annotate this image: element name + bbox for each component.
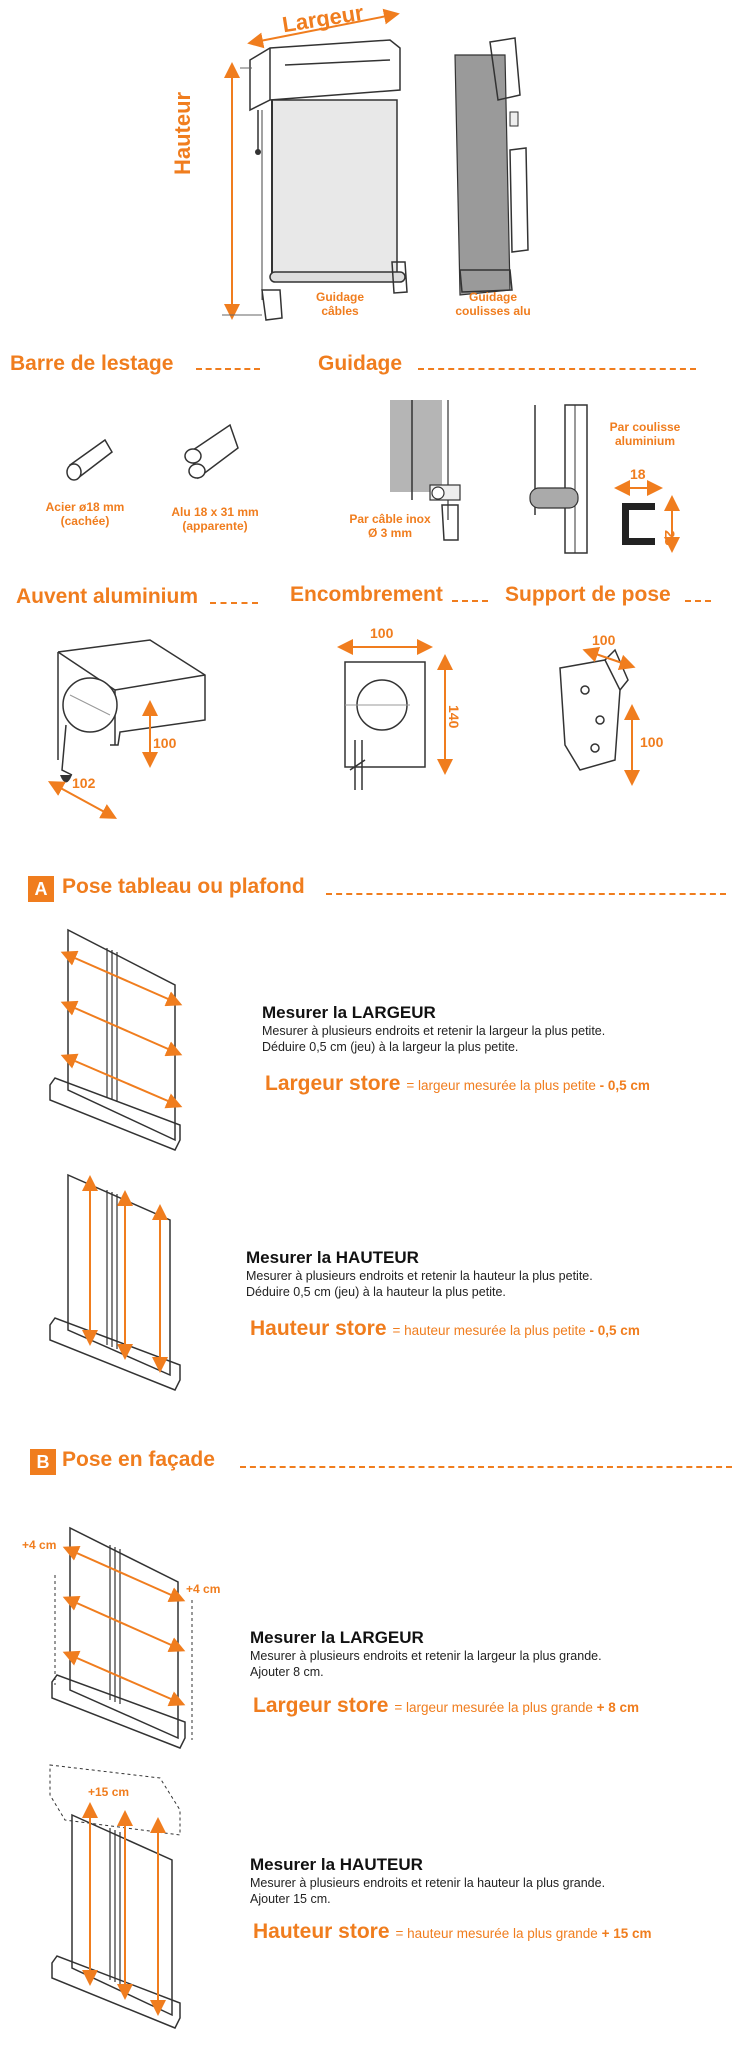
hauteur-label: Hauteur bbox=[170, 91, 195, 175]
a-hauteur-formula: Hauteur store = hauteur mesurée la plus petite - 0,5 cm bbox=[250, 1317, 640, 1340]
support-drawing bbox=[560, 650, 632, 778]
support-height-dim: 100 bbox=[640, 734, 664, 750]
b-hauteur-text: Mesurer à plusieurs endroits et retenir la hauteur la plus grande. Ajouter 15 cm. bbox=[250, 1876, 606, 1906]
plus4-left-label: +4 cm bbox=[22, 1538, 57, 1552]
b-hauteur-title: Mesurer la HAUTEUR bbox=[250, 1855, 423, 1874]
largeur-label: Largeur bbox=[280, 0, 366, 38]
section-encombrement: Encombrement bbox=[290, 583, 443, 606]
badge-a: A bbox=[28, 876, 54, 902]
rail-width-dim: 18 bbox=[630, 466, 646, 482]
a-largeur-formula: Largeur store = largeur mesurée la plus petite - 0,5 cm bbox=[265, 1072, 650, 1095]
encombrement-width-dim: 100 bbox=[370, 625, 394, 641]
guidage-coulisses-label: Guidage coulisses alu bbox=[455, 290, 531, 318]
section-auvent-aluminium: Auvent aluminium bbox=[16, 585, 199, 608]
support-width-dim: 100 bbox=[592, 632, 616, 648]
b-hauteur-formula: Hauteur store = hauteur mesurée la plus grande + 15 cm bbox=[253, 1920, 652, 1943]
a-hauteur-title: Mesurer la HAUTEUR bbox=[246, 1248, 419, 1267]
encombrement-drawing bbox=[345, 647, 445, 790]
encombrement-height-dim: 140 bbox=[446, 705, 462, 729]
section-support-de-pose: Support de pose bbox=[505, 583, 671, 606]
badge-b: B bbox=[30, 1449, 56, 1475]
section-barre-de-lestage: Barre de lestage bbox=[10, 352, 174, 375]
acier-label: Acier ø18 mm (cachée) bbox=[45, 500, 125, 528]
a-largeur-text: Mesurer à plusieurs endroits et retenir la largeur la plus petite. Déduire 0,5 cm (jeu) à la largeur la plus petite. bbox=[262, 1024, 606, 1054]
b-largeur-title: Mesurer la LARGEUR bbox=[250, 1628, 424, 1647]
auvent-width-dim: 102 bbox=[72, 775, 96, 791]
window-b-largeur-drawing bbox=[52, 1528, 192, 1748]
rail-height-dim: 25 bbox=[662, 530, 678, 546]
guidage-cables-label: Guidage câbles bbox=[315, 290, 364, 318]
cable-label: Par câble inox Ø 3 mm bbox=[349, 512, 431, 540]
rail-guide-drawing bbox=[455, 38, 528, 295]
window-b-hauteur-drawing bbox=[50, 1765, 180, 2028]
alu-bar-drawing bbox=[185, 425, 238, 478]
coulisse-label: Par coulisse aluminium bbox=[609, 420, 681, 448]
a-largeur-title: Mesurer la LARGEUR bbox=[262, 1003, 436, 1022]
b-largeur-formula: Largeur store = largeur mesurée la plus grande + 8 cm bbox=[253, 1694, 640, 1717]
section-guidage: Guidage bbox=[318, 352, 403, 375]
alu-label: Alu 18 x 31 mm (apparente) bbox=[171, 505, 259, 533]
section-pose-tableau: Pose tableau ou plafond bbox=[62, 875, 305, 898]
plus4-right-label: +4 cm bbox=[186, 1582, 221, 1596]
section-pose-facade: Pose en façade bbox=[62, 1448, 215, 1471]
acier-bar-drawing bbox=[67, 440, 112, 480]
auvent-height-dim: 100 bbox=[153, 735, 177, 751]
window-a-hauteur-drawing bbox=[50, 1175, 180, 1390]
rail-profile-drawing bbox=[530, 405, 587, 553]
b-largeur-text: Mesurer à plusieurs endroits et retenir la largeur la plus grande. Ajouter 8 cm. bbox=[250, 1649, 602, 1679]
window-a-largeur-drawing bbox=[50, 930, 180, 1150]
roller-blind-drawing bbox=[250, 40, 407, 320]
a-hauteur-text: Mesurer à plusieurs endroits et retenir la hauteur la plus petite. Déduire 0,5 cm (jeu) à la hauteur la plus petite. bbox=[246, 1269, 593, 1299]
plus15-label: +15 cm bbox=[88, 1785, 130, 1799]
